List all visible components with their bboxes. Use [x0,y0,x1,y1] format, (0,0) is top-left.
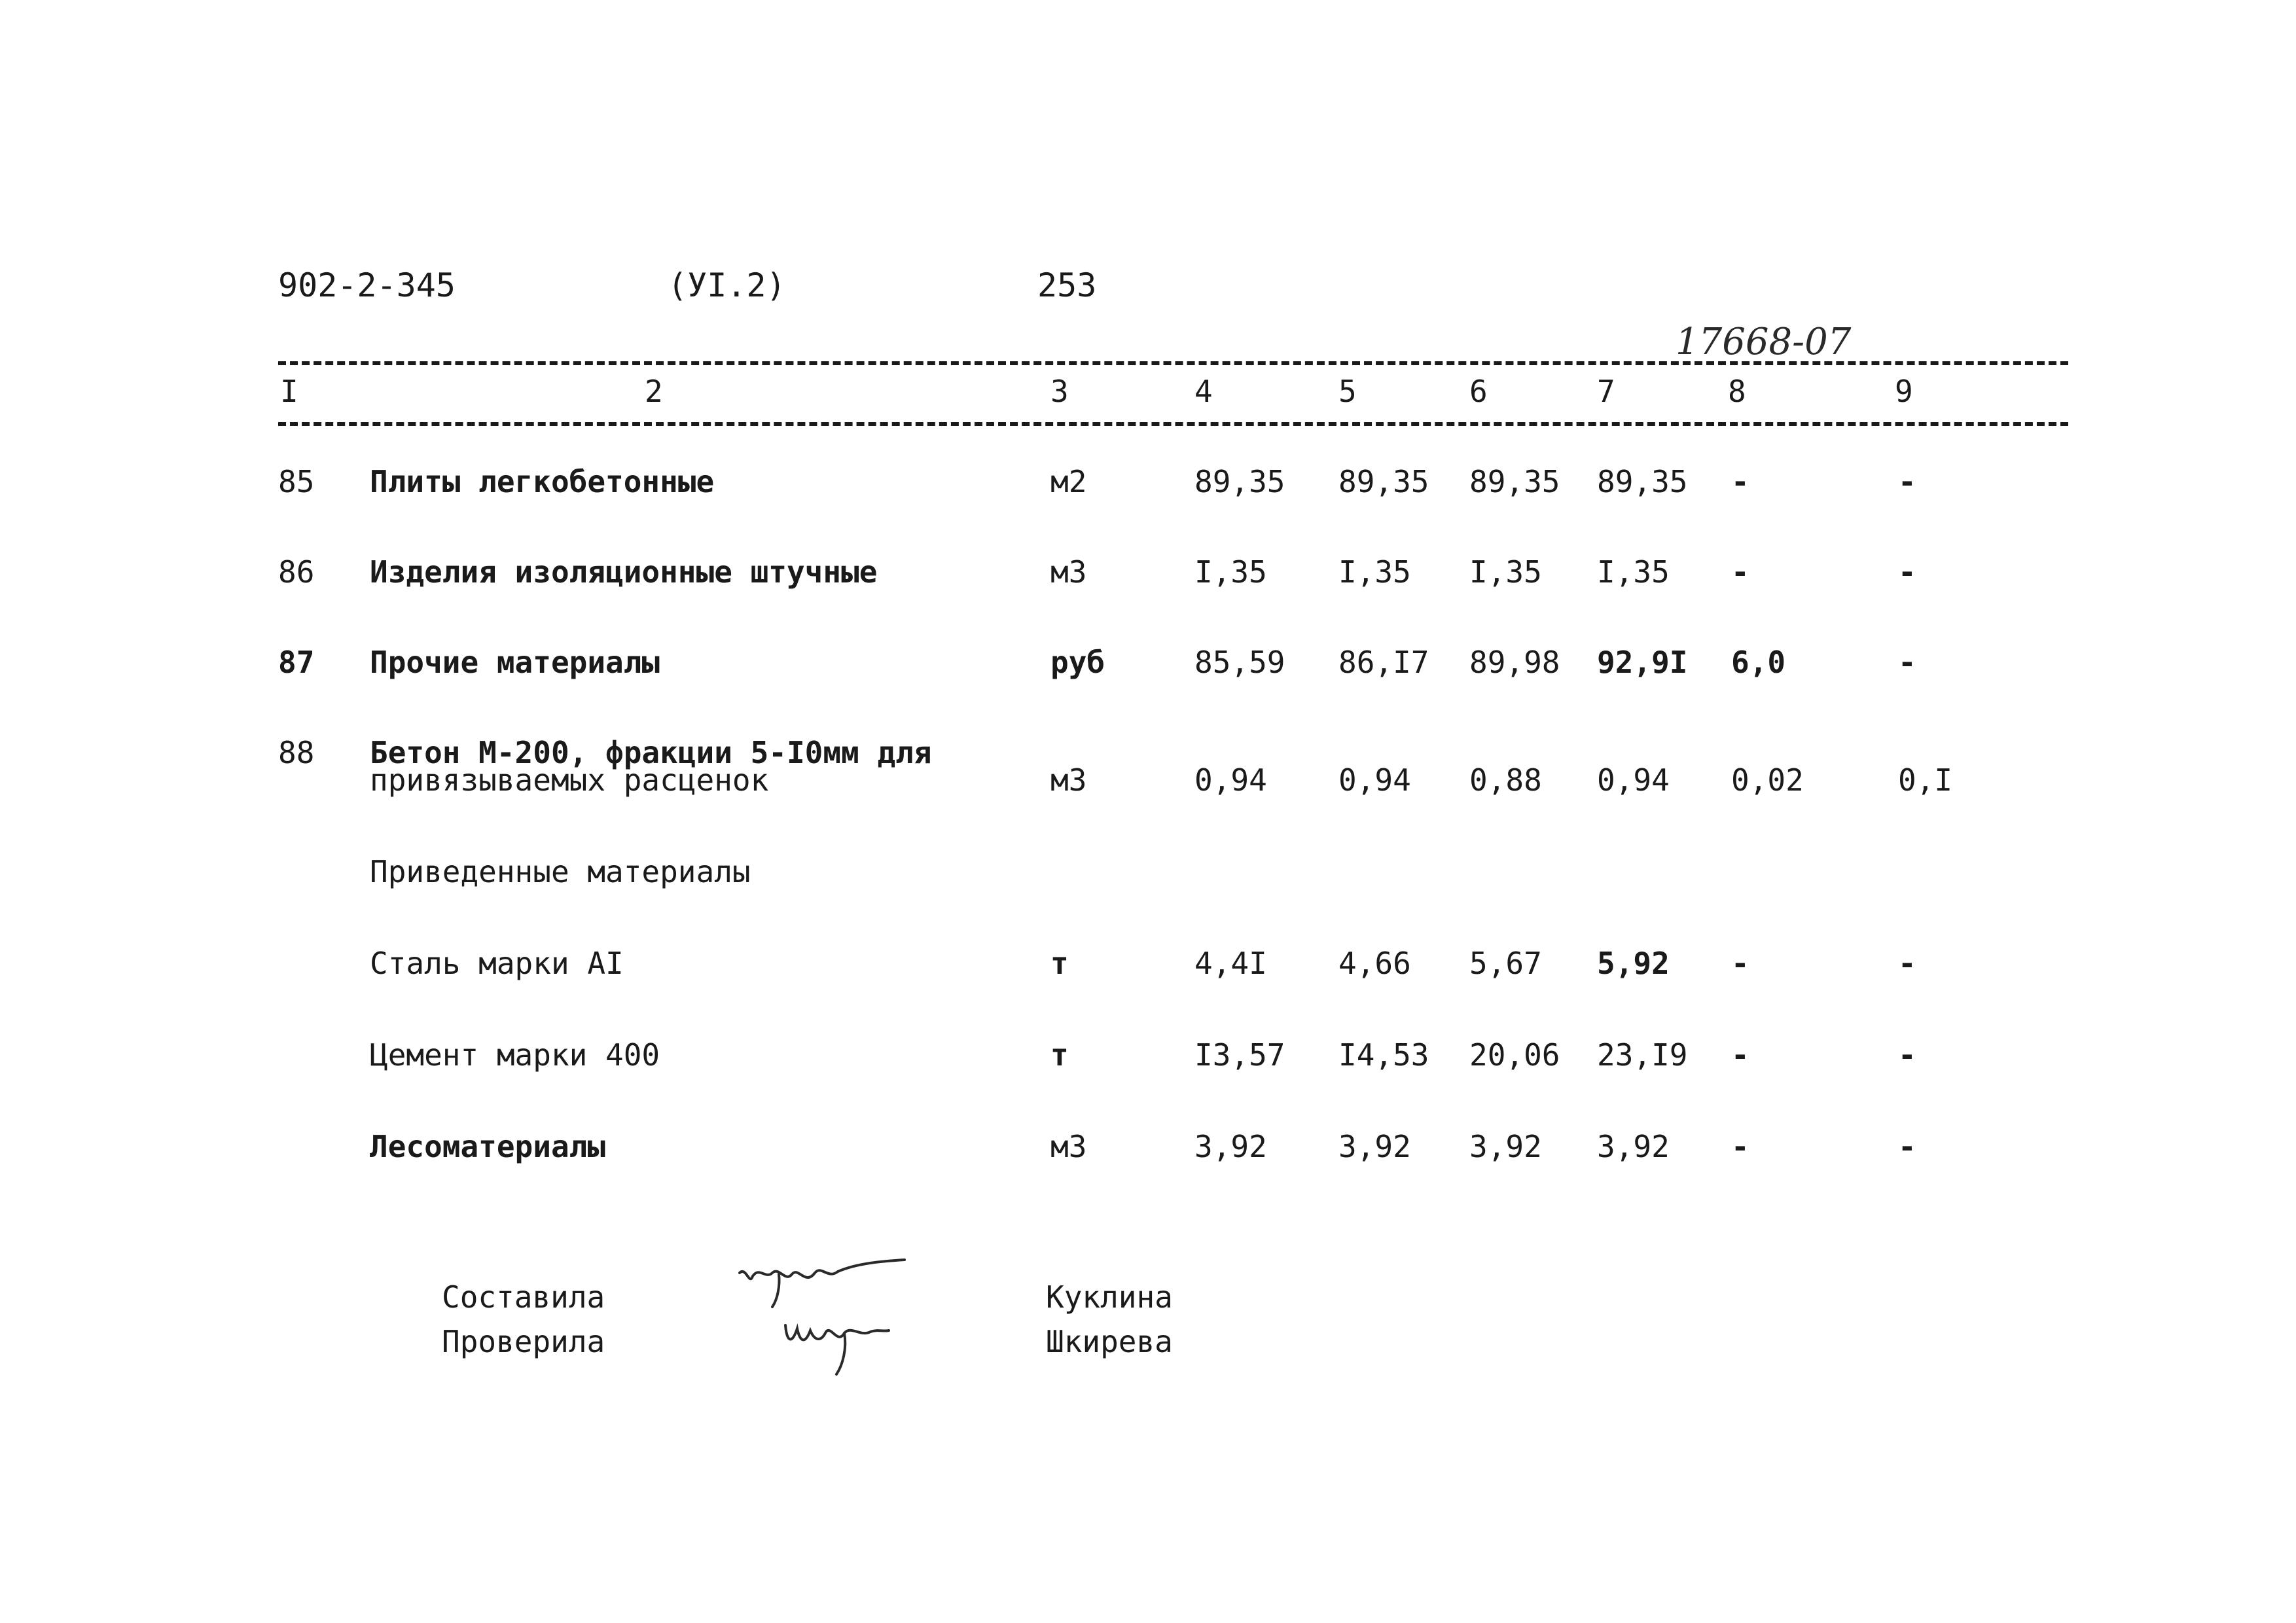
row-value-col9: 0,I [1898,762,1953,798]
row-value-col6: I,35 [1469,554,1542,590]
row-value-col4: 3,92 [1194,1129,1267,1164]
row-unit: м3 [1050,762,1087,798]
row-value-col8: - [1731,554,1749,590]
row-number: 88 [278,735,315,770]
row-value-col8: 0,02 [1731,762,1804,798]
row-value-col5: 0,94 [1338,762,1411,798]
column-header: 9 [1895,374,1913,409]
row-unit: м3 [1050,554,1087,590]
signature-compiled [733,1247,910,1312]
header-rule-top [278,361,2068,365]
row-value-col5: 3,92 [1338,1129,1411,1164]
row-value-col9: - [1898,645,1916,680]
page-number: 253 [1037,266,1097,304]
row-unit: т [1050,946,1069,981]
row-value-col9: - [1898,554,1916,590]
row-name-continuation: привязываемых расценок [370,762,769,798]
row-value-col9: - [1898,1129,1916,1164]
row-value-col5: 4,66 [1338,946,1411,981]
row-number: 86 [278,554,315,590]
row-number: 85 [278,464,315,499]
row-name: Изделия изоляционные штучные [370,554,878,590]
row-value-col7: I,35 [1597,554,1670,590]
compiled-by-name: Куклина [1046,1279,1173,1315]
row-value-col6: 5,67 [1469,946,1542,981]
row-value-col6: 89,35 [1469,464,1560,499]
compiled-by-label: Составила [442,1279,605,1315]
section-heading: Приведенные материалы [370,854,751,889]
row-value-col6: 3,92 [1469,1129,1542,1164]
row-value-col7: 89,35 [1597,464,1688,499]
handwritten-note: 17668-07 [1676,321,1852,363]
row-value-col9: - [1898,464,1916,499]
row-value-col5: 86,I7 [1338,645,1429,680]
signature-checked [779,1306,897,1378]
row-name: Плиты легкобетонные [370,464,715,499]
row-value-col8: - [1731,464,1749,499]
column-header: 7 [1597,374,1615,409]
column-header: 5 [1338,374,1357,409]
row-value-col7: 5,92 [1597,946,1670,981]
row-value-col8: - [1731,946,1749,981]
row-value-col8: - [1731,1037,1749,1073]
row-value-col7: 92,9I [1597,645,1688,680]
row-value-col7: 3,92 [1597,1129,1670,1164]
row-value-col4: 85,59 [1194,645,1285,680]
row-value-col5: I,35 [1338,554,1411,590]
row-name: Лесоматериалы [370,1129,606,1164]
column-header: I [280,374,298,409]
row-name: Прочие материалы [370,645,660,680]
row-value-col6: 0,88 [1469,762,1542,798]
column-header: 3 [1050,374,1069,409]
row-unit: м2 [1050,464,1087,499]
row-value-col7: 0,94 [1597,762,1670,798]
row-value-col5: I4,53 [1338,1037,1429,1073]
column-header: 8 [1728,374,1746,409]
row-name: Бетон М-200, фракции 5-I0мм для [370,735,932,770]
row-unit: т [1050,1037,1069,1073]
document-code: 902-2-345 [278,266,456,304]
row-value-col6: 89,98 [1469,645,1560,680]
column-header: 6 [1469,374,1488,409]
row-name: Цемент марки 400 [370,1037,660,1073]
row-value-col5: 89,35 [1338,464,1429,499]
row-value-col9: - [1898,1037,1916,1073]
row-name: Сталь марки АI [370,946,624,981]
row-unit: руб [1050,645,1105,680]
checked-by-name: Шкирева [1046,1324,1173,1359]
row-value-col4: I3,57 [1194,1037,1285,1073]
column-header: 2 [645,374,663,409]
row-unit: м3 [1050,1129,1087,1164]
row-value-col8: 6,0 [1731,645,1786,680]
row-value-col4: 4,4I [1194,946,1267,981]
row-value-col9: - [1898,946,1916,981]
checked-by-label: Проверила [442,1324,605,1359]
column-header: 4 [1194,374,1213,409]
row-value-col6: 20,06 [1469,1037,1560,1073]
row-value-col7: 23,I9 [1597,1037,1688,1073]
row-value-col8: - [1731,1129,1749,1164]
header-rule-bottom [278,422,2068,426]
row-value-col4: 0,94 [1194,762,1267,798]
row-value-col4: 89,35 [1194,464,1285,499]
row-number: 87 [278,645,315,680]
row-value-col4: I,35 [1194,554,1267,590]
section-code: (УI.2) [668,266,786,304]
